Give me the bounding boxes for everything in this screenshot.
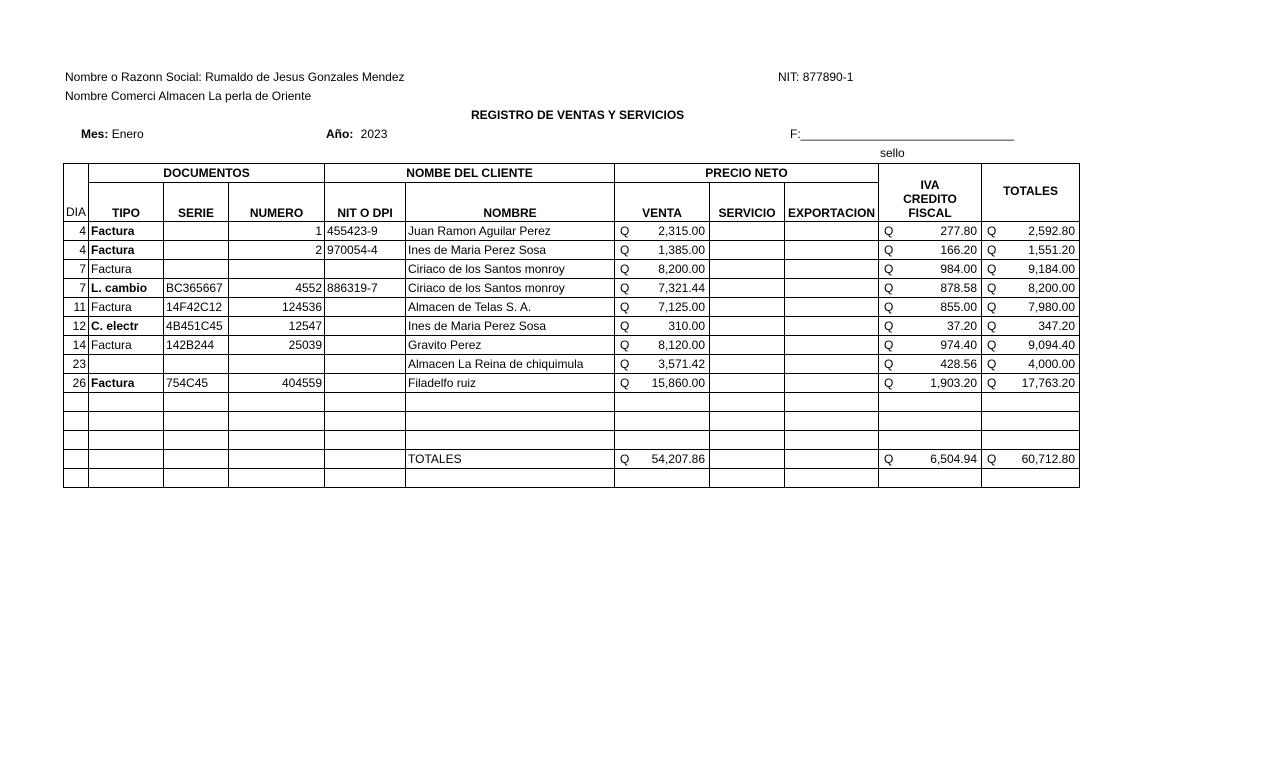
cell-nombre: Almacen La Reina de chiquimula xyxy=(406,355,615,374)
empty-cell xyxy=(879,393,982,412)
cell-serie xyxy=(164,241,229,260)
cell-iva-value: 855.00 xyxy=(940,300,978,314)
cell-tipo: Factura xyxy=(89,336,164,355)
cell-numero xyxy=(229,260,325,279)
anio-line xyxy=(326,127,387,141)
currency-symbol: Q xyxy=(620,319,630,333)
empty-cell xyxy=(229,450,325,469)
cell-venta-value: 7,321.44 xyxy=(658,281,706,295)
empty-cell xyxy=(710,431,785,450)
group-header-totales: TOTALES xyxy=(982,164,1080,222)
currency-symbol: Q xyxy=(987,243,997,257)
cell-serie: 4B451C45 xyxy=(164,317,229,336)
empty-cell xyxy=(325,431,406,450)
cell-servicio xyxy=(710,260,785,279)
table-row xyxy=(64,222,1080,241)
cell-iva xyxy=(879,336,982,355)
empty-cell xyxy=(879,431,982,450)
cell-nombre: Ines de Maria Perez Sosa xyxy=(406,317,615,336)
nit-line xyxy=(778,70,853,84)
cell-venta xyxy=(615,336,710,355)
empty-row xyxy=(64,469,1080,488)
group-header-precio-neto: PRECIO NETO xyxy=(615,164,879,183)
cell-servicio xyxy=(710,336,785,355)
cell-tipo: C. electr xyxy=(89,317,164,336)
empty-cell xyxy=(982,431,1080,450)
cell-iva-value: 37.20 xyxy=(946,319,978,333)
totals-iva xyxy=(879,450,982,469)
empty-cell xyxy=(615,431,710,450)
currency-symbol: Q xyxy=(620,281,630,295)
cell-tipo: Factura xyxy=(89,374,164,393)
cell-serie: 14F42C12 xyxy=(164,298,229,317)
table-row xyxy=(64,241,1080,260)
currency-symbol: Q xyxy=(620,300,630,314)
cell-servicio xyxy=(710,374,785,393)
cell-total-value: 347.20 xyxy=(1038,319,1076,333)
empty-cell xyxy=(325,469,406,488)
empty-cell xyxy=(406,469,615,488)
totals-total xyxy=(982,450,1080,469)
currency-symbol: Q xyxy=(987,338,997,352)
cell-nombre: Gravito Perez xyxy=(406,336,615,355)
group-header-row xyxy=(64,164,1080,183)
cell-iva-value: 428.56 xyxy=(940,357,978,371)
nit-value: 877890-1 xyxy=(802,70,854,84)
cell-nit xyxy=(325,374,406,393)
cell-venta-value: 8,200.00 xyxy=(658,262,706,276)
cell-iva xyxy=(879,355,982,374)
empty-cell xyxy=(64,412,89,431)
currency-symbol: Q xyxy=(987,262,997,276)
currency-symbol: Q xyxy=(987,300,997,314)
anio-value: 2023 xyxy=(360,127,388,141)
currency-symbol: Q xyxy=(620,338,630,352)
sales-register-table xyxy=(63,163,1080,488)
empty-cell xyxy=(710,412,785,431)
table-row xyxy=(64,317,1080,336)
cell-exportacion xyxy=(785,279,879,298)
currency-symbol: Q xyxy=(620,224,630,238)
empty-cell xyxy=(64,450,89,469)
cell-numero: 1 xyxy=(229,222,325,241)
cell-dia: 26 xyxy=(64,374,89,393)
col-header-numero: NUMERO xyxy=(229,183,325,222)
cell-venta xyxy=(615,241,710,260)
cell-serie: 754C45 xyxy=(164,374,229,393)
cell-total-value: 8,200.00 xyxy=(1028,281,1076,295)
empty-cell xyxy=(325,393,406,412)
col-header-serie: SERIE xyxy=(164,183,229,222)
empty-cell xyxy=(164,469,229,488)
empty-cell xyxy=(406,393,615,412)
empty-cell xyxy=(325,450,406,469)
cell-serie: BC365667 xyxy=(164,279,229,298)
cell-total xyxy=(982,374,1080,393)
cell-iva-value: 1,903.20 xyxy=(930,376,978,390)
empty-cell xyxy=(89,393,164,412)
cell-nit xyxy=(325,355,406,374)
cell-dia: 7 xyxy=(64,279,89,298)
cell-iva-value: 974.40 xyxy=(940,338,978,352)
empty-cell xyxy=(615,412,710,431)
group-header-iva: IVA CREDITO FISCAL xyxy=(879,164,982,222)
empty-cell xyxy=(164,450,229,469)
empty-cell xyxy=(89,469,164,488)
cell-iva xyxy=(879,260,982,279)
cell-exportacion xyxy=(785,298,879,317)
currency-symbol: Q xyxy=(987,376,997,390)
cell-servicio xyxy=(710,355,785,374)
cell-numero: 404559 xyxy=(229,374,325,393)
cell-exportacion xyxy=(785,374,879,393)
cell-venta xyxy=(615,279,710,298)
cell-iva xyxy=(879,222,982,241)
table-row xyxy=(64,336,1080,355)
cell-total xyxy=(982,355,1080,374)
cell-venta-value: 1,385.00 xyxy=(658,243,706,257)
table-row xyxy=(64,260,1080,279)
cell-tipo: Factura xyxy=(89,260,164,279)
col-header-exportacion: EXPORTACION xyxy=(785,183,879,222)
cell-serie: 142B244 xyxy=(164,336,229,355)
cell-total-value: 17,763.20 xyxy=(1021,376,1076,390)
cell-total xyxy=(982,241,1080,260)
cell-total-value: 4,000.00 xyxy=(1028,357,1076,371)
cell-tipo: Factura xyxy=(89,241,164,260)
empty-cell xyxy=(64,393,89,412)
empty-cell xyxy=(879,469,982,488)
empty-cell xyxy=(710,469,785,488)
cell-nombre: Ciriaco de los Santos monroy xyxy=(406,260,615,279)
cell-numero xyxy=(229,355,325,374)
empty-cell xyxy=(615,469,710,488)
currency-symbol: Q xyxy=(620,243,630,257)
cell-tipo: Factura xyxy=(89,222,164,241)
currency-symbol: Q xyxy=(884,262,894,276)
currency-symbol: Q xyxy=(884,376,894,390)
empty-cell xyxy=(229,469,325,488)
cell-venta xyxy=(615,222,710,241)
cell-nombre: Filadelfo ruiz xyxy=(406,374,615,393)
mes-value: Enero xyxy=(111,127,144,141)
cell-numero: 2 xyxy=(229,241,325,260)
currency-symbol: Q xyxy=(620,452,630,466)
cell-exportacion xyxy=(785,260,879,279)
mes-line xyxy=(81,127,144,141)
cell-tipo xyxy=(89,355,164,374)
currency-symbol: Q xyxy=(884,357,894,371)
table-row xyxy=(64,374,1080,393)
empty-cell xyxy=(785,431,879,450)
empty-cell xyxy=(89,431,164,450)
empty-cell xyxy=(710,393,785,412)
cell-servicio xyxy=(710,298,785,317)
cell-exportacion xyxy=(785,336,879,355)
cell-nit xyxy=(325,298,406,317)
col-header-nombre: NOMBRE xyxy=(406,183,615,222)
group-header-cliente: NOMBE DEL CLIENTE xyxy=(325,164,615,183)
currency-symbol: Q xyxy=(884,300,894,314)
cell-venta xyxy=(615,317,710,336)
cell-total-value: 7,980.00 xyxy=(1028,300,1076,314)
cell-nit: 970054-4 xyxy=(325,241,406,260)
nombre-comercial: Nombre Comerci Almacen La perla de Oriente xyxy=(65,89,312,103)
empty-cell xyxy=(229,393,325,412)
currency-symbol: Q xyxy=(620,262,630,276)
col-header-venta: VENTA xyxy=(615,183,710,222)
cell-servicio xyxy=(710,279,785,298)
totals-venta xyxy=(615,450,710,469)
cell-exportacion xyxy=(785,355,879,374)
empty-cell xyxy=(785,469,879,488)
cell-venta-value: 310.00 xyxy=(668,319,706,333)
cell-tipo: Factura xyxy=(89,298,164,317)
currency-symbol: Q xyxy=(884,224,894,238)
cell-dia: 4 xyxy=(64,222,89,241)
table-row xyxy=(64,279,1080,298)
currency-symbol: Q xyxy=(884,243,894,257)
empty-cell xyxy=(406,431,615,450)
currency-symbol: Q xyxy=(620,357,630,371)
cell-total-value: 9,094.40 xyxy=(1028,338,1076,352)
currency-symbol: Q xyxy=(987,452,997,466)
cell-nit: 455423-9 xyxy=(325,222,406,241)
cell-iva xyxy=(879,317,982,336)
cell-total-value: 9,184.00 xyxy=(1028,262,1076,276)
cell-exportacion xyxy=(785,241,879,260)
cell-serie xyxy=(164,222,229,241)
cell-nombre: Ciriaco de los Santos monroy xyxy=(406,279,615,298)
currency-symbol: Q xyxy=(987,319,997,333)
cell-numero: 4552 xyxy=(229,279,325,298)
sello-label: sello xyxy=(880,146,905,160)
empty-cell xyxy=(64,431,89,450)
totals-row xyxy=(64,450,1080,469)
razon-social: Nombre o Razonn Social: Rumaldo de Jesus Gonzales Mendez xyxy=(65,70,405,84)
currency-symbol: Q xyxy=(987,357,997,371)
col-header-tipo: TIPO xyxy=(89,183,164,222)
empty-cell xyxy=(710,450,785,469)
cell-venta xyxy=(615,355,710,374)
cell-nit xyxy=(325,260,406,279)
currency-symbol: Q xyxy=(987,224,997,238)
totals-iva-value: 6,504.94 xyxy=(930,452,978,466)
cell-iva-value: 277.80 xyxy=(940,224,978,238)
empty-cell xyxy=(982,469,1080,488)
cell-venta-value: 15,860.00 xyxy=(651,376,706,390)
cell-exportacion xyxy=(785,222,879,241)
cell-total-value: 2,592.80 xyxy=(1028,224,1076,238)
cell-venta-value: 8,120.00 xyxy=(658,338,706,352)
empty-row xyxy=(64,412,1080,431)
totals-label: TOTALES xyxy=(406,450,615,469)
cell-venta-value: 2,315.00 xyxy=(658,224,706,238)
cell-nombre: Ines de Maria Perez Sosa xyxy=(406,241,615,260)
cell-venta xyxy=(615,260,710,279)
table-row xyxy=(64,298,1080,317)
cell-dia: 4 xyxy=(64,241,89,260)
firma-line: F:________________________________ xyxy=(790,127,1015,141)
cell-iva-value: 984.00 xyxy=(940,262,978,276)
cell-total xyxy=(982,222,1080,241)
empty-cell xyxy=(89,450,164,469)
page-title: REGISTRO DE VENTAS Y SERVICIOS xyxy=(471,108,685,122)
currency-symbol: Q xyxy=(884,319,894,333)
col-header-dia: DIA xyxy=(64,164,89,222)
cell-dia: 11 xyxy=(64,298,89,317)
currency-symbol: Q xyxy=(884,338,894,352)
cell-nombre: Juan Ramon Aguilar Perez xyxy=(406,222,615,241)
empty-cell xyxy=(64,469,89,488)
cell-serie xyxy=(164,355,229,374)
col-header-nit: NIT O DPI xyxy=(325,183,406,222)
empty-cell xyxy=(164,431,229,450)
cell-numero: 12547 xyxy=(229,317,325,336)
cell-total xyxy=(982,317,1080,336)
cell-tipo: L. cambio xyxy=(89,279,164,298)
cell-servicio xyxy=(710,241,785,260)
empty-cell xyxy=(879,412,982,431)
empty-cell xyxy=(785,393,879,412)
cell-iva xyxy=(879,374,982,393)
mes-label: Mes: xyxy=(81,127,109,141)
empty-cell xyxy=(982,412,1080,431)
cell-nombre: Almacen de Telas S. A. xyxy=(406,298,615,317)
cell-numero: 25039 xyxy=(229,336,325,355)
cell-total xyxy=(982,336,1080,355)
empty-cell xyxy=(785,450,879,469)
cell-exportacion xyxy=(785,317,879,336)
nit-label: NIT: xyxy=(778,70,800,84)
empty-cell xyxy=(229,431,325,450)
totals-total-value: 60,712.80 xyxy=(1021,452,1076,466)
empty-cell xyxy=(325,412,406,431)
anio-label: Año: xyxy=(326,127,354,141)
cell-iva xyxy=(879,279,982,298)
cell-nit xyxy=(325,336,406,355)
cell-venta xyxy=(615,298,710,317)
cell-dia: 7 xyxy=(64,260,89,279)
cell-dia: 12 xyxy=(64,317,89,336)
empty-cell xyxy=(164,393,229,412)
empty-cell xyxy=(982,393,1080,412)
cell-iva xyxy=(879,298,982,317)
currency-symbol: Q xyxy=(884,452,894,466)
empty-row xyxy=(64,431,1080,450)
cell-total xyxy=(982,298,1080,317)
cell-total xyxy=(982,260,1080,279)
empty-cell xyxy=(164,412,229,431)
group-header-documentos: DOCUMENTOS xyxy=(89,164,325,183)
cell-nit: 886319-7 xyxy=(325,279,406,298)
cell-servicio xyxy=(710,222,785,241)
cell-numero: 124536 xyxy=(229,298,325,317)
empty-row xyxy=(64,393,1080,412)
table-row xyxy=(64,355,1080,374)
cell-dia: 14 xyxy=(64,336,89,355)
empty-cell xyxy=(89,412,164,431)
cell-serie xyxy=(164,260,229,279)
currency-symbol: Q xyxy=(884,281,894,295)
cell-venta-value: 3,571.42 xyxy=(658,357,706,371)
cell-iva-value: 166.20 xyxy=(940,243,978,257)
cell-total xyxy=(982,279,1080,298)
currency-symbol: Q xyxy=(620,376,630,390)
cell-servicio xyxy=(710,317,785,336)
currency-symbol: Q xyxy=(987,281,997,295)
cell-iva-value: 878.58 xyxy=(940,281,978,295)
cell-venta xyxy=(615,374,710,393)
empty-cell xyxy=(785,412,879,431)
cell-total-value: 1,551.20 xyxy=(1028,243,1076,257)
empty-cell xyxy=(406,412,615,431)
col-header-servicio: SERVICIO xyxy=(710,183,785,222)
cell-iva xyxy=(879,241,982,260)
empty-cell xyxy=(229,412,325,431)
totals-venta-value: 54,207.86 xyxy=(651,452,706,466)
cell-venta-value: 7,125.00 xyxy=(658,300,706,314)
cell-dia: 23 xyxy=(64,355,89,374)
cell-nit xyxy=(325,317,406,336)
empty-cell xyxy=(615,393,710,412)
